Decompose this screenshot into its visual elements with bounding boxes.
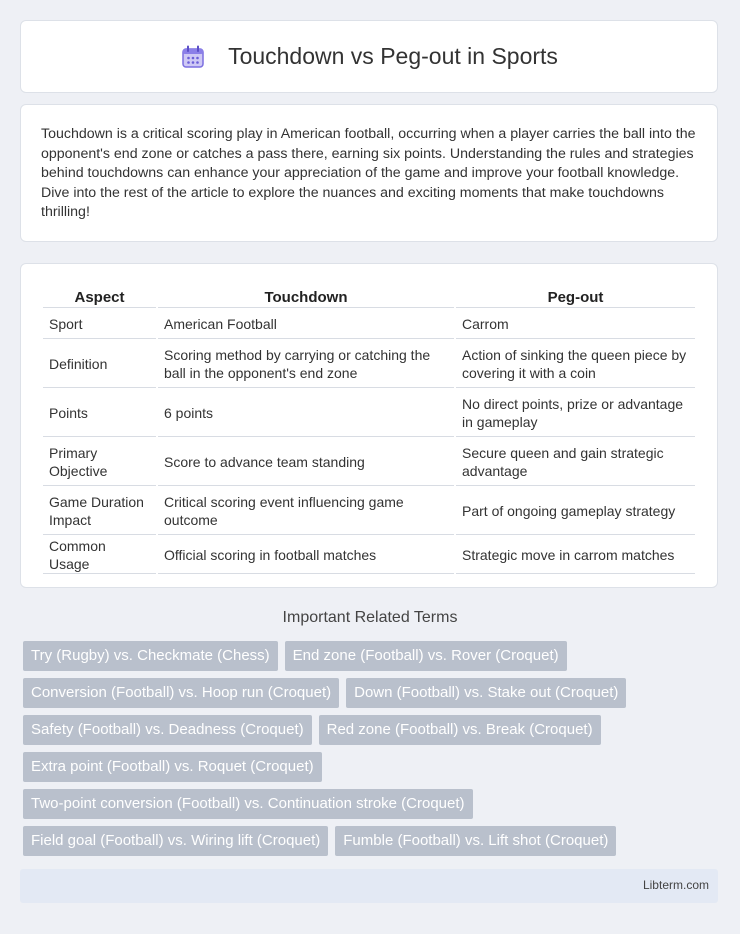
footer (20, 869, 718, 903)
table-row (43, 439, 695, 486)
cell-aspect: Game Duration Impact (43, 488, 156, 535)
comparison-table (41, 284, 697, 576)
calendar-icon (180, 44, 206, 70)
related-term-link[interactable]: Red zone (Football) vs. Break (Croquet) (319, 715, 601, 745)
cell-peg-out: Part of ongoing gameplay strategy (456, 488, 695, 535)
intro-text: Touchdown is a critical scoring play in American football, occurring when a player carries the ball into the opponent's end zone or catches a pass there, earning six points. Understanding the rules and strategies behind touchdowns can enhance your appreciation of the game and improve your football knowledge. Dive into the rest of the article to explore the nuances and exciting moments that make touchdowns thrilling! (41, 126, 696, 221)
cell-peg-out: Action of sinking the queen piece by covering it with a coin (456, 341, 695, 388)
related-term-link[interactable]: Try (Rugby) vs. Checkmate (Chess) (23, 641, 278, 671)
cell-aspect: Definition (43, 341, 156, 388)
related-term-link[interactable]: Conversion (Football) vs. Hoop run (Croquet) (23, 678, 339, 708)
footer-site-link[interactable]: Libterm.com (642, 878, 709, 892)
cell-aspect: Sport (43, 310, 156, 339)
table-row (43, 390, 695, 437)
cell-peg-out: Strategic move in carrom matches (456, 537, 695, 574)
related-term-link[interactable]: Field goal (Football) vs. Wiring lift (Croquet) (23, 826, 328, 856)
cell-aspect: Points (43, 390, 156, 437)
cell-touchdown: American Football (158, 310, 454, 339)
cell-touchdown: 6 points (158, 390, 454, 437)
header-aspect: Aspect (43, 286, 156, 308)
cell-peg-out: Secure queen and gain strategic advantage (456, 439, 695, 486)
header-peg-out: Peg-out (456, 286, 695, 308)
cell-peg-out: No direct points, prize or advantage in gameplay (456, 390, 695, 437)
related-terms-title: Important Related Terms (282, 609, 458, 626)
title-card (20, 20, 718, 93)
related-term-link[interactable]: Fumble (Football) vs. Lift shot (Croquet) (335, 826, 616, 856)
cell-touchdown: Official scoring in football matches (158, 537, 454, 574)
related-term-link[interactable]: End zone (Football) vs. Rover (Croquet) (285, 641, 567, 671)
cell-peg-out: Carrom (456, 310, 695, 339)
header-touchdown: Touchdown (158, 286, 454, 308)
cell-touchdown: Scoring method by carrying or catching the ball in the opponent's end zone (158, 341, 454, 388)
related-term-link[interactable]: Down (Football) vs. Stake out (Croquet) (346, 678, 626, 708)
table-row (43, 310, 695, 339)
cell-touchdown: Critical scoring event influencing game outcome (158, 488, 454, 535)
related-term-link[interactable]: Two-point conversion (Football) vs. Continuation stroke (Croquet) (23, 789, 473, 819)
related-terms-list (23, 641, 723, 863)
related-term-link[interactable]: Extra point (Football) vs. Roquet (Croquet) (23, 752, 322, 782)
related-term-link[interactable]: Safety (Football) vs. Deadness (Croquet) (23, 715, 312, 745)
cell-touchdown: Score to advance team standing (158, 439, 454, 486)
comparison-table-card (20, 263, 718, 588)
cell-aspect: Common Usage (43, 537, 156, 574)
intro-card (20, 104, 718, 242)
table-row (43, 488, 695, 535)
table-header-row (43, 286, 695, 308)
page-title: Touchdown vs Peg-out in Sports (228, 43, 558, 69)
cell-aspect: Primary Objective (43, 439, 156, 486)
table-row (43, 537, 695, 574)
table-row (43, 341, 695, 388)
